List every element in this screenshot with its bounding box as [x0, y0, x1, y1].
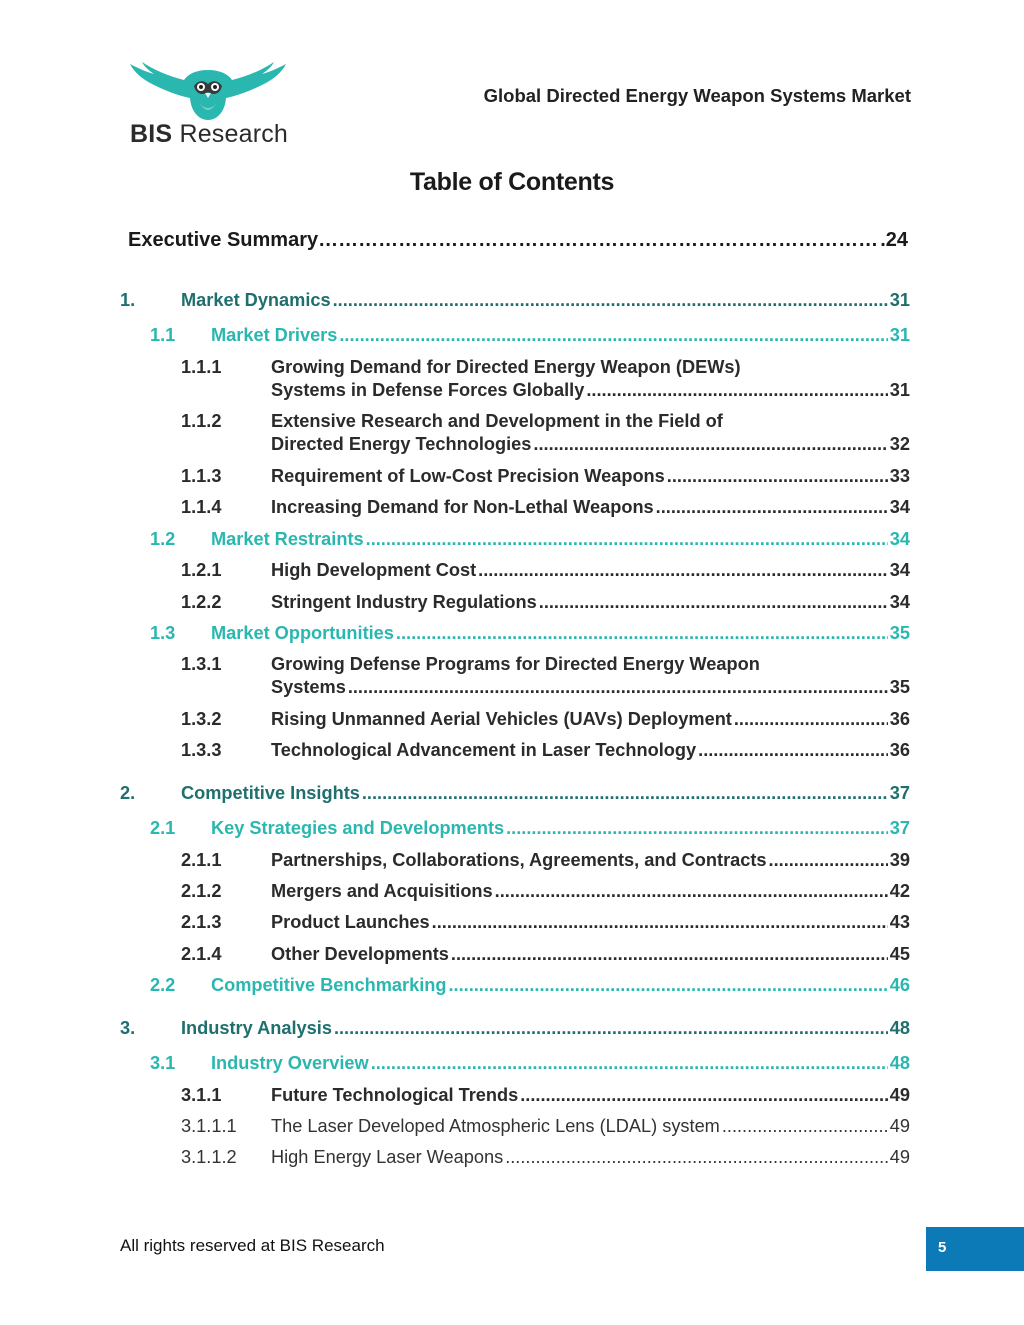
toc-entry-number: 1.1.2 — [181, 411, 222, 431]
toc-page-number: 45 — [889, 944, 910, 964]
toc-page-number: 36 — [889, 709, 910, 729]
toc-page-number: 48 — [889, 1018, 910, 1038]
toc-entry-title: Growing Demand for Directed Energy Weapon (DEWs) — [271, 357, 741, 377]
toc-entry-number: 3.1 — [150, 1053, 176, 1073]
toc-entry-number: 1.2.2 — [181, 592, 222, 612]
toc-entry-subsection[interactable] — [181, 559, 910, 582]
toc-entry-number: 2.2 — [150, 975, 176, 995]
toc-dot-leader — [495, 880, 888, 903]
toc-entry-chapter[interactable] — [120, 1017, 910, 1040]
toc-entry-title: Market Drivers — [211, 325, 338, 345]
toc-entry-subsection[interactable] — [181, 880, 910, 903]
toc-page-number: 43 — [889, 912, 910, 932]
page-number: 5 — [938, 1239, 947, 1256]
toc-entry-subsubsection[interactable] — [181, 1146, 910, 1169]
toc-dot-leader — [505, 1146, 888, 1169]
toc-entry-number: 1.1.1 — [181, 357, 222, 377]
toc-dot-leader — [586, 379, 887, 402]
toc-entry-number: 1.3.2 — [181, 709, 222, 729]
toc-page-number: 34 — [889, 497, 910, 517]
toc-dot-leader — [722, 1115, 888, 1138]
toc-entry-section[interactable] — [150, 324, 910, 347]
toc-entry-title: Partnerships, Collaborations, Agreements, and Contracts — [271, 850, 767, 870]
toc-entry-number: 1.1.4 — [181, 497, 222, 517]
toc-entry-section[interactable] — [150, 817, 910, 840]
page-number-badge — [926, 1227, 1024, 1271]
toc-entry-number: 2.1.2 — [181, 881, 222, 901]
toc-entry-title: Industry Analysis — [181, 1018, 332, 1038]
toc-entry-title: Industry Overview — [211, 1053, 369, 1073]
toc-entry-title-continued: Systems — [271, 677, 346, 697]
toc-page-number: 32 — [889, 434, 910, 454]
toc-dot-leader — [520, 1084, 888, 1107]
toc-entry-number: 1.1 — [150, 325, 176, 345]
toc-entry-number: 1.3 — [150, 623, 176, 643]
logo-wordmark: BIS Research — [130, 120, 289, 148]
toc-entry-title: High Development Cost — [271, 560, 477, 580]
toc-dot-leader — [366, 528, 888, 551]
toc-entry-title: Mergers and Acquisitions — [271, 881, 493, 901]
toc-entry-chapter[interactable] — [120, 289, 910, 312]
toc-entry-chapter[interactable] — [120, 782, 910, 805]
toc-dot-leader — [451, 943, 888, 966]
toc-entry-title: Product Launches — [271, 912, 430, 932]
toc-entry-title: The Laser Developed Atmospheric Lens (LDAL) system — [271, 1116, 720, 1136]
toc-entry-number: 1. — [120, 290, 136, 310]
toc-page-number: 31 — [889, 380, 910, 400]
toc-entry-section[interactable] — [150, 528, 910, 551]
toc-page-number: 34 — [889, 529, 910, 549]
toc-dot-leader — [348, 676, 888, 699]
toc-page-number: 42 — [889, 881, 910, 901]
toc-entry-subsection[interactable] — [181, 1084, 910, 1107]
owl-icon — [128, 62, 288, 122]
toc-entry-title: Market Dynamics — [181, 290, 331, 310]
toc-dot-leader — [371, 1052, 888, 1075]
toc-page-number: 31 — [889, 290, 910, 310]
toc-entry-number: 3.1.1.1 — [181, 1116, 237, 1136]
toc-page-number: 49 — [889, 1116, 910, 1136]
toc-dot-leader — [318, 229, 880, 252]
toc-entry-subsection[interactable] — [181, 591, 910, 614]
toc-page-number: 35 — [889, 677, 910, 697]
toc-executive-summary[interactable] — [128, 229, 908, 252]
toc-dot-leader — [362, 782, 888, 805]
toc-dot-leader — [334, 1017, 888, 1040]
toc-dot-leader — [734, 708, 888, 731]
toc-dot-leader — [478, 559, 888, 582]
toc-entry-number: 3. — [120, 1018, 136, 1038]
toc-entry-number: 1.2 — [150, 529, 176, 549]
toc-page-number: 33 — [889, 466, 910, 486]
toc-entry-subsection[interactable] — [181, 496, 910, 519]
toc-entry-title: Competitive Benchmarking — [211, 975, 447, 995]
toc-page-number: 35 — [889, 623, 910, 643]
toc-dot-leader — [656, 496, 888, 519]
toc-page-number: .24 — [880, 229, 908, 251]
toc-entry-number: 1.3.3 — [181, 740, 222, 760]
toc-page-number: 37 — [889, 818, 910, 838]
toc-entry-title: Market Opportunities — [211, 623, 394, 643]
toc-entry-subsection[interactable] — [181, 849, 910, 872]
toc-dot-leader — [539, 591, 888, 614]
toc-entry-title: Competitive Insights — [181, 783, 360, 803]
toc-entry-subsection[interactable] — [181, 465, 910, 488]
toc-entry-number: 1.2.1 — [181, 560, 222, 580]
toc-entry-title: Executive Summary — [128, 229, 319, 251]
toc-page-number: 37 — [889, 783, 910, 803]
toc-dot-leader — [533, 433, 887, 456]
toc-entry-number: 1.1.3 — [181, 466, 222, 486]
toc-entry-number: 3.1.1.2 — [181, 1147, 237, 1167]
toc-entry-title: Rising Unmanned Aerial Vehicles (UAVs) Deployment — [271, 709, 732, 729]
toc-entry-title: Key Strategies and Developments — [211, 818, 505, 838]
toc-entry-title: Other Developments — [271, 944, 449, 964]
toc-entry-number: 2.1 — [150, 818, 176, 838]
toc-entry-number: 3.1.1 — [181, 1085, 222, 1105]
toc-entry-title: High Energy Laser Weapons — [271, 1147, 504, 1167]
toc-dot-leader — [769, 849, 888, 872]
toc-dot-leader — [396, 622, 888, 645]
toc-entry-subsection[interactable] — [181, 653, 910, 699]
toc-entry-title: Market Restraints — [211, 529, 364, 549]
toc-entry-title: Increasing Demand for Non-Lethal Weapons — [271, 497, 654, 517]
toc-entry-title: Growing Defense Programs for Directed Energy Weapon — [271, 654, 760, 674]
toc-entry-title: Requirement of Low-Cost Precision Weapons — [271, 466, 665, 486]
toc-dot-leader — [339, 324, 887, 347]
toc-entry-number: 2.1.4 — [181, 944, 222, 964]
footer-copyright: All rights reserved at BIS Research — [120, 1236, 385, 1255]
toc-dot-leader — [448, 974, 887, 997]
toc-dot-leader — [333, 289, 888, 312]
toc-entry-title-continued: Directed Energy Technologies — [271, 434, 532, 454]
toc-page-number: 36 — [889, 740, 910, 760]
toc-heading: Table of Contents — [409, 168, 615, 196]
toc-entry-number: 2.1.3 — [181, 912, 222, 932]
report-title: Global Directed Energy Weapon Systems Market — [483, 85, 911, 106]
toc-entry-section[interactable] — [150, 622, 910, 645]
toc-entry-subsection[interactable] — [181, 739, 910, 762]
toc-entry-number: 2. — [120, 783, 136, 803]
toc-entry-number: 1.3.1 — [181, 654, 222, 674]
toc-page-number: 31 — [889, 325, 910, 345]
toc-entry-title-continued: Systems in Defense Forces Globally — [271, 380, 585, 400]
toc-entry-title: Technological Advancement in Laser Technology — [271, 740, 697, 760]
toc-entry-subsection[interactable] — [181, 911, 910, 934]
toc-dot-leader — [667, 465, 888, 488]
toc-entry-title: Future Technological Trends — [271, 1085, 519, 1105]
toc-entry-section[interactable] — [150, 974, 910, 997]
toc-dot-leader — [432, 911, 888, 934]
bis-research-logo — [128, 62, 288, 154]
toc-page-number: 39 — [889, 850, 910, 870]
toc-entry-subsection[interactable] — [181, 708, 910, 731]
toc-entry-title: Stringent Industry Regulations — [271, 592, 537, 612]
toc-entry-subsection[interactable] — [181, 356, 910, 402]
toc-page-number: 34 — [889, 592, 910, 612]
toc-entry-title: Extensive Research and Development in the Field of — [271, 411, 723, 431]
toc-page-number: 48 — [889, 1053, 910, 1073]
toc-entry-section[interactable] — [150, 1052, 910, 1075]
toc-page-number: 46 — [889, 975, 910, 995]
toc-entry-number: 2.1.1 — [181, 850, 222, 870]
toc-dot-leader — [506, 817, 888, 840]
toc-page-number: 49 — [889, 1085, 910, 1105]
toc-entry-subsection[interactable] — [181, 410, 910, 456]
toc-entry-subsubsection[interactable] — [181, 1115, 910, 1138]
toc-dot-leader — [698, 739, 888, 762]
toc-entry-subsection[interactable] — [181, 943, 910, 966]
toc-page-number: 49 — [889, 1147, 910, 1167]
toc-page-number: 34 — [889, 560, 910, 580]
